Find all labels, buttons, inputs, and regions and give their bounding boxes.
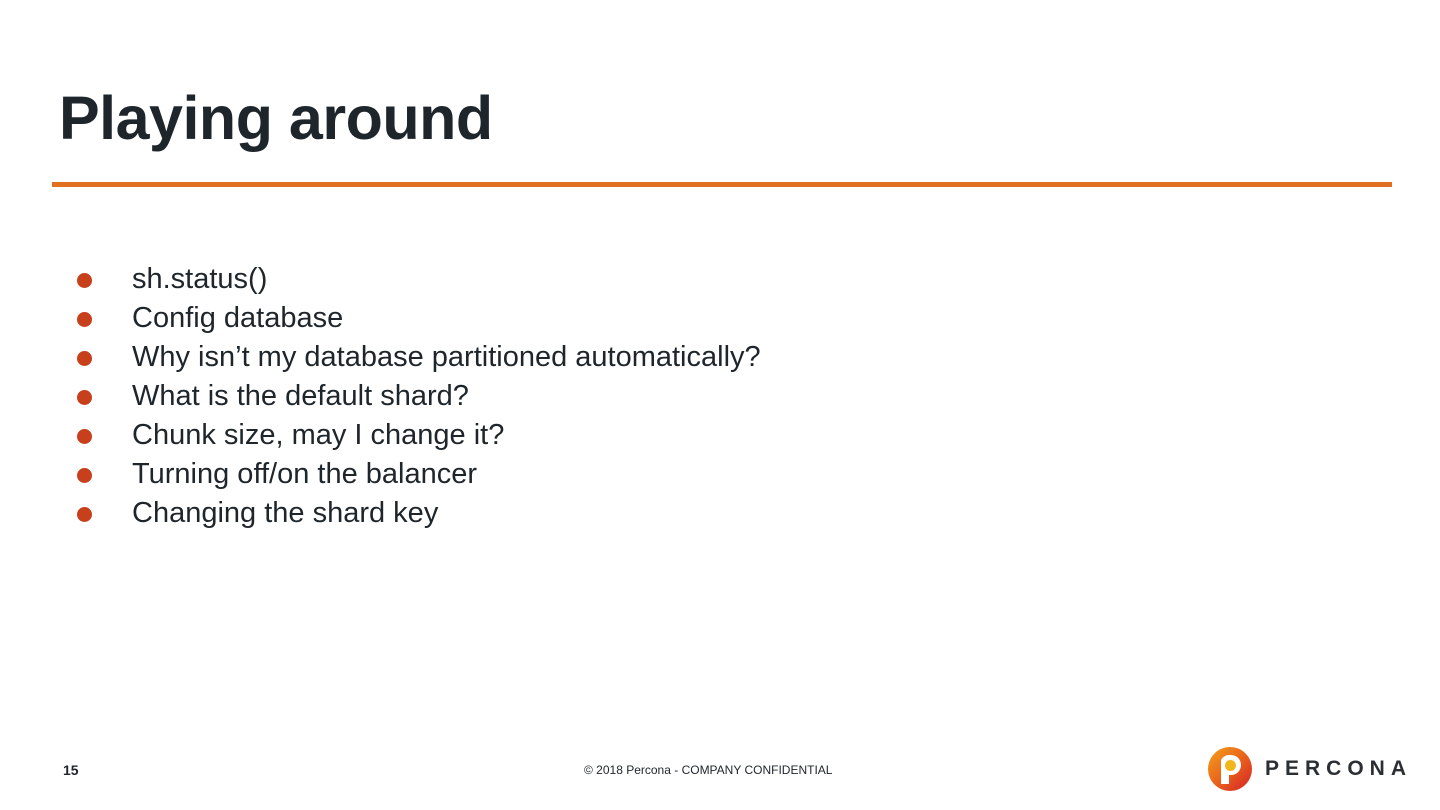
copyright-footer: © 2018 Percona - COMPANY CONFIDENTIAL — [584, 763, 833, 777]
bullet-text: Why isn’t my database partitioned automatically? — [132, 341, 761, 373]
bullet-text: Changing the shard key — [132, 497, 439, 529]
percona-logo-icon — [1207, 746, 1253, 792]
bullet-dot-icon — [77, 312, 92, 327]
bullet-dot-icon — [77, 468, 92, 483]
slide-title: Playing around — [59, 84, 493, 152]
title-divider — [52, 182, 1392, 187]
bullet-dot-icon — [77, 351, 92, 366]
percona-logo — [1207, 746, 1412, 792]
bullet-text: What is the default shard? — [132, 380, 469, 412]
bullet-text: Chunk size, may I change it? — [132, 419, 505, 451]
bullet-dot-icon — [77, 507, 92, 522]
page-number: 15 — [63, 762, 79, 778]
bullet-dot-icon — [77, 273, 92, 288]
bullet-text: sh.status() — [132, 263, 268, 295]
bullet-dot-icon — [77, 390, 92, 405]
bullet-dot-icon — [77, 429, 92, 444]
logo-wordmark: PERCONA — [1265, 757, 1413, 780]
bullet-text: Config database — [132, 302, 344, 334]
bullet-text: Turning off/on the balancer — [132, 458, 478, 490]
